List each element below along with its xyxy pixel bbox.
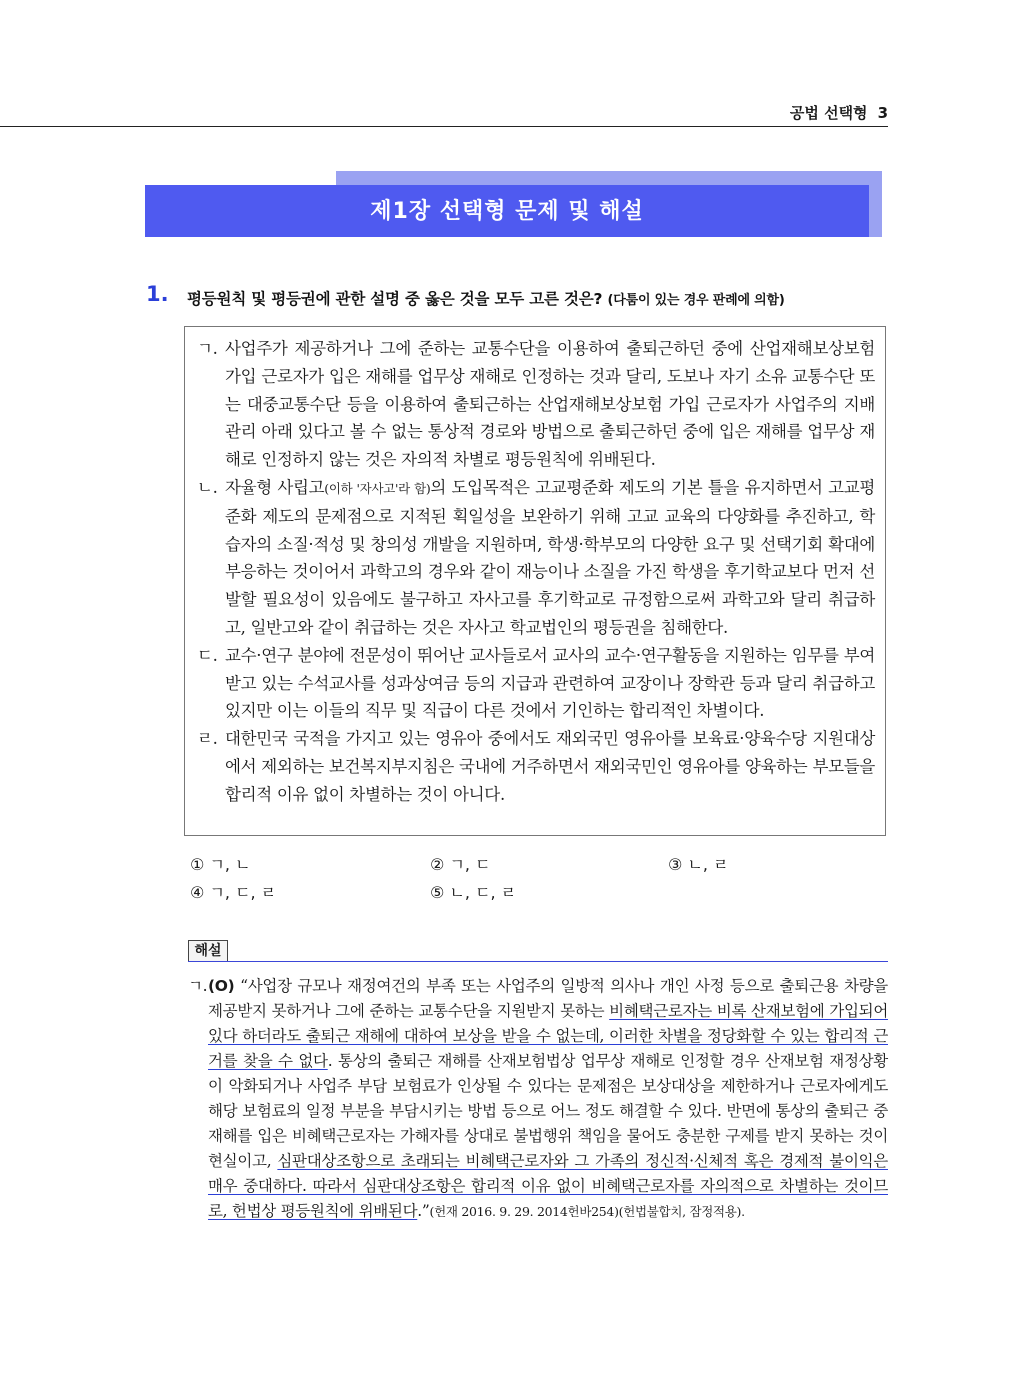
statement-item-1: [197, 335, 875, 474]
statement-mark: ㄹ.: [197, 729, 218, 749]
explanation-mark: ㄱ.: [188, 977, 208, 995]
statement-mark: ㄷ.: [197, 645, 218, 665]
option-2[interactable]: ② ㄱ, ㄷ: [430, 855, 491, 874]
statement-text: 대한민국 국적을 가지고 있는 영유아 중에서도 재외국민 영유아를 보육료·양육수당 지원대상에서 제외하는 보건복지부지침은 국내에 거주하면서 재외국민인 영유아를 양육하는 부모들을 합리적 이유 없이 차별하는 것이 아니다.: [225, 729, 875, 804]
statement-item-4: [197, 725, 875, 808]
statement-abbrev-note: (이하 '자사고'라 함): [324, 480, 431, 496]
question-note: (다툼이 있는 경우 판례에 의함): [607, 293, 785, 308]
explanation-text: .”: [417, 1202, 430, 1220]
statement-text: 자율형 사립고: [225, 477, 325, 497]
explanation-citation: (헌재 2016. 9. 29. 2014헌바254)(헌법불합치, 잠정적용).: [429, 1204, 745, 1219]
chapter-title: 제1장 선택형 문제 및 해설: [145, 185, 869, 237]
explanation-text: . 통상의 출퇴근 재해를 산재보험법상 업무상 재해로 인정할 경우 산재보험 재정상황이 악화되거나 사업주 부담 보험료가 인상될 수 있다는 문제점은 보상대상을 제한하거나 근로자에게도 해당 보험료의 일정 부분을 부담시키는 방법 등으로 어느 정도 해결할 수 있다. 반면에 통상의 출퇴근 중 재해를 입은 비혜택근로자는 가해자를 상대로 불법행위 책임을 물어도 충분한 구제를 받지 못하는 것이 현실이고,: [208, 1052, 888, 1170]
explanation-item-1: [188, 974, 888, 1224]
answer-options: [190, 852, 890, 908]
question-stem: 평등원칙 및 평등권에 관한 설명 중 옳은 것을 모두 고른 것은?: [187, 290, 603, 308]
page-number: 3: [877, 104, 888, 122]
option-4[interactable]: ④ ㄱ, ㄷ, ㄹ: [190, 883, 277, 902]
statement-item-2: [197, 474, 875, 642]
statement-mark: ㄱ.: [197, 339, 218, 358]
question-number: 1.: [146, 282, 169, 306]
question-text: [187, 287, 887, 309]
option-1[interactable]: ① ㄱ, ㄴ: [190, 855, 251, 874]
statement-mark: ㄴ.: [197, 477, 218, 497]
statement-text: 교수·연구 분야에 전문성이 뛰어난 교사들로서 교사의 교수·연구활동을 지원하는 임무를 부여받고 있는 수석교사를 성과상여금 등의 지급과 관련하여 교장이나 장학관 등과 달리 취급하고 있지만 이는 이들의 직무 및 직급이 다른 것에서 기인하는 합리적인 차별이다.: [225, 645, 875, 721]
header-title: 공법 선택형: [789, 104, 868, 122]
explanation-underlined-text: 심판대상조항으로 초래되는 비혜택근로자와 그 가족의 정신적·신체적 혹은 경제적 불이익은 매우 중대하다. 따라서 심판대상조항은 합리적 이유 없이 비혜택근로자를 자의적으로 차별하는 것이므로, 헌법상 평등원칙에 위배된다: [208, 1152, 888, 1220]
page-header: [0, 104, 888, 127]
explanation-label: 해설: [188, 940, 228, 962]
explanation-underlined-text: 비혜택근로자는 비록 산재보험에 가입되어 있다 하더라도 출퇴근 재해에 대하여 보상을 받을 수 없는데, 이러한 차별을 정당화할 수 있는 합리적 근거를 찾을 수 없다: [208, 1002, 889, 1070]
explanation-body: [188, 974, 888, 1224]
statement-box: [184, 326, 886, 836]
explanation-text: “사업장 규모나 재정여건의 부족 또는 사업주의 일방적 의사나 개인 사정 등으로 출퇴근용 차량을 제공받지 못하거나 그에 준하는 교통수단을 지원받지 못하는: [208, 977, 888, 1020]
statement-text: 사업주가 제공하거나 그에 준하는 교통수단을 이용하여 출퇴근하던 중에 산업재해보상보험 가입 근로자가 입은 재해를 업무상 재해로 인정하는 것과 달리, 도보나 자기 소유 교통수단 또는 대중교통수단 등을 이용하여 출퇴근하는 산업재해보상보험 가입 근로자가 사업주의 지배관리 아래 있다고 볼 수 없는 통상적 경로와 방법으로 출퇴근하던 중에 입은 재해를 업무상 재해로 인정하지 않는 것은 자의적 차별로 평등원칙에 위배된다.: [225, 339, 875, 470]
option-5[interactable]: ⑤ ㄴ, ㄷ, ㄹ: [430, 883, 517, 902]
statement-text: 의 도입목적은 고교평준화 제도의 기본 틀을 유지하면서 고교평준화 제도의 문제점으로 지적된 획일성을 보완하기 위해 고교 교육의 다양화를 추진하고, 학습자의 소질·적성 및 창의성 개발을 지원하며, 학생·학부모의 다양한 요구 및 선택기회 확대에 부응하는 것이어서 과학고의 경우와 같이 재능이나 소질을 가진 학생을 후기학교보다 먼저 선발할 필요성이 있음에도 불구하고 자사고를 후기학교로 규정함으로써 과학고와 달리 취급하고, 일반고와 같이 취급하는 것은 자사고 학교법인의 평등권을 침해한다.: [225, 477, 875, 637]
explanation-divider: [188, 961, 888, 962]
option-3[interactable]: ③ ㄴ, ㄹ: [668, 855, 729, 874]
explanation-verdict: (O): [208, 977, 235, 995]
statement-item-3: [197, 642, 875, 725]
